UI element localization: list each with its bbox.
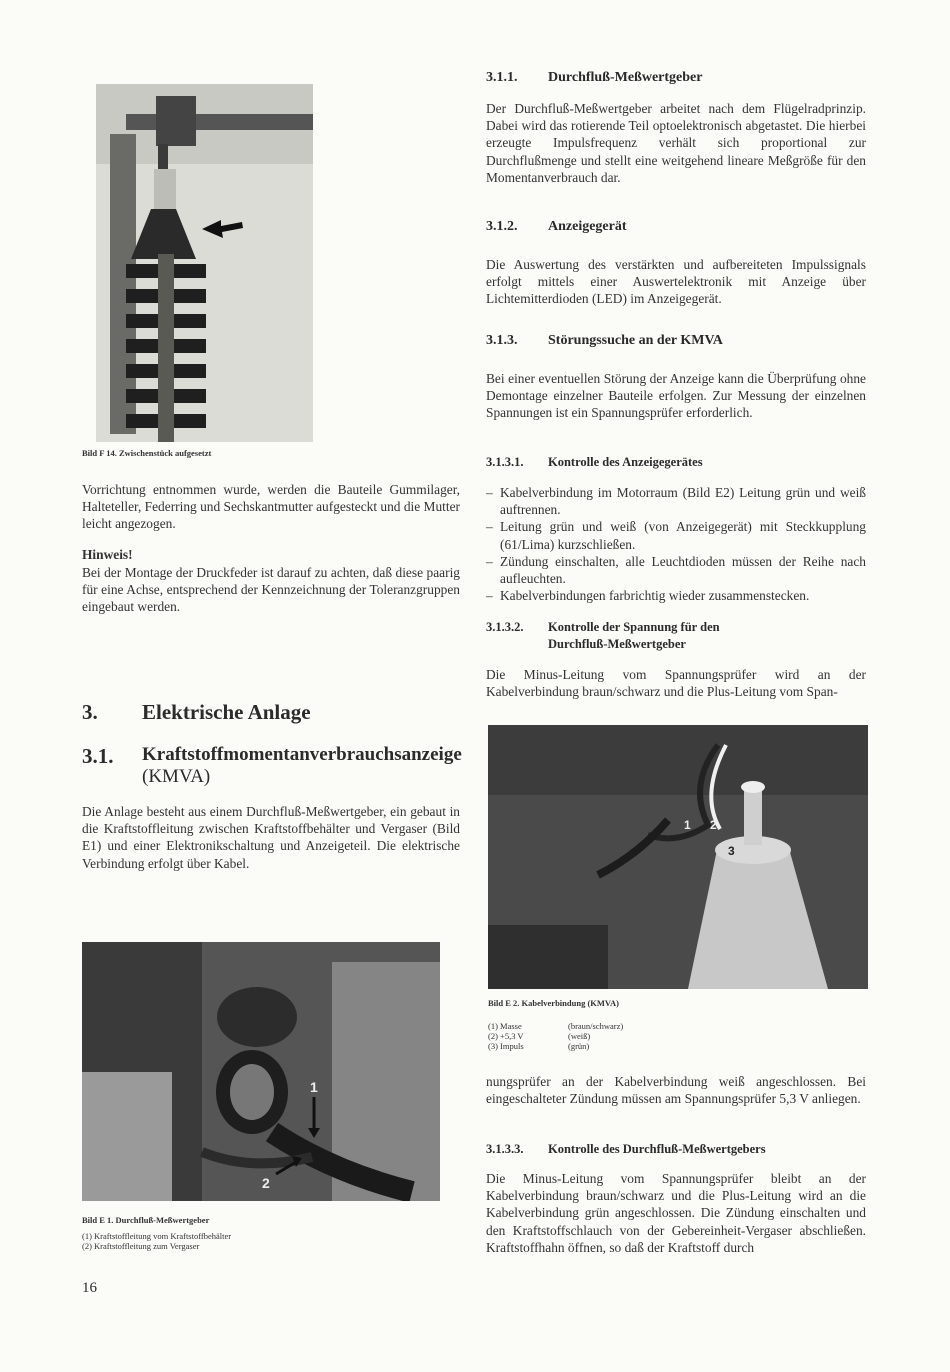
cable-connection-image <box>488 725 868 989</box>
s313-text: Bei einer eventuellen Störung der Anzeige kann die Überprüfung ohne Demontage einzelner Bauteile erfolgen. Zur Messung der einzelnen Spannungen ist ein Spannungsprüfer erforderlich. <box>486 371 866 421</box>
s3133-text: Die Minus-Leitung vom Spannungsprüfer bleibt an der Kabelverbindung braun/schwarz und die Plus-Leitung wird an die Kabelverbindung grün angeschlossen. Die Zündung einschalten und den Kraftstoffschlauch von der Gebereinheit-Vergaser abschließen. Kraftstoffhahn öffnen, so daß der Kraftstoff durch <box>486 1171 866 1255</box>
list-item: – Kabelverbindungen farbrichtig wieder zusammenstecken. <box>486 587 866 604</box>
s311-title: Durchfluß-Meßwertgeber <box>548 70 703 85</box>
figure-f14-caption-label: Bild F 14. <box>82 448 117 458</box>
legend-value: (weiß) <box>568 1031 591 1041</box>
s3132-title-line1: Kontrolle der Spannung für den <box>548 620 720 634</box>
figure-e1-caption <box>82 1215 382 1251</box>
figure-f14-caption <box>82 448 322 458</box>
left-para-1: Vorrichtung entnommen wurde, werden die Bauteile Gummilager, Halteteller, Federring und Sechskantmutter aufgesteckt und die Mutter leicht angezogen. <box>82 482 461 532</box>
e2-label-3: 3 <box>728 844 735 858</box>
spring-strut-image <box>96 84 313 442</box>
legend-label: (3) Impuls <box>488 1041 524 1051</box>
legend-value: (grün) <box>568 1041 590 1051</box>
figure-f14-photo <box>96 84 313 442</box>
list-item: – Kabelverbindung im Motorraum (Bild E2) Leitung grün und weiß auftrennen. <box>486 484 866 518</box>
hint-text: Bei der Montage der Druckfeder ist darauf zu achten, daß diese paarig für eine Achse, entsprechend der Kennzeichnung der Toleranzgruppen eingebaut werden. <box>82 565 460 615</box>
list-item: – Zündung einschalten, alle Leuchtdioden müssen der Reihe nach aufleuchten. <box>486 553 866 587</box>
section-3-title: Elektrische Anlage <box>142 700 311 724</box>
s3132-title-line2: Durchfluß-Meßwertgeber <box>548 637 686 651</box>
section-31-title-line1: Kraftstoffmomentanverbrauchsanzeige <box>142 744 462 765</box>
e1-label-1: 1 <box>310 1079 318 1095</box>
left-para-2: Die Anlage besteht aus einem Durchfluß-Meßwertgeber, ein gebaut in die Kraftstoffleitung zwischen Kraftstoffbehälter und Vergaser (Bild E1) und einer Elektronikschaltung und Anzeigeteil. Die elektrische Verbindung erfolgt über Kabel. <box>82 804 460 871</box>
s3133-number: 3.1.3.3. <box>486 1142 524 1156</box>
legend-label: (2) +5,3 V <box>488 1031 524 1041</box>
s313-title: Störungssuche an der KMVA <box>548 333 723 348</box>
figure-e2-caption-label: Bild E 2. <box>488 998 520 1008</box>
s312-number: 3.1.2. <box>486 219 518 234</box>
figure-e1-photo <box>82 942 440 1201</box>
figure-e2-legend <box>488 1021 788 1051</box>
e1-label-2: 2 <box>262 1175 270 1191</box>
legend-value: (braun/schwarz) <box>568 1021 624 1031</box>
figure-e1-item: (1) Kraftstoffleitung vom Kraftstoffbehälter <box>82 1231 232 1241</box>
s3132-text-continued: nungsprüfer an der Kabelverbindung weiß angeschlossen. Bei eingeschalteter Zündung müssen am Spannungsprüfer 5,3 V anliegen. <box>486 1074 866 1107</box>
s312-title: Anzeigegerät <box>548 219 627 234</box>
s312-text: Die Auswertung des verstärkten und aufbereiteten Impulssignals erfolgt mittels einer Auswertelektronik mit Anzeige über Lichtemitterdioden (LED) im Anzeigegerät. <box>486 257 866 307</box>
legend-label: (1) Masse <box>488 1021 522 1031</box>
section-3-number: 3. <box>82 700 98 724</box>
s3132-text: Die Minus-Leitung vom Spannungsprüfer wird an der Kabelverbindung braun/schwarz und die Plus-Leitung vom Span- <box>486 667 866 700</box>
e2-label-2: 2 <box>710 818 717 832</box>
figure-e1-caption-text: Durchfluß-Meßwertgeber <box>115 1215 210 1225</box>
figure-e2-caption <box>488 998 788 1008</box>
figure-e1-item: (2) Kraftstoffleitung zum Vergaser <box>82 1241 200 1251</box>
s311-number: 3.1.1. <box>486 70 518 85</box>
e2-label-1: 1 <box>684 818 691 832</box>
figure-e2-caption-text: Kabelverbindung (KMVA) <box>521 998 619 1008</box>
s3131-title: Kontrolle des Anzeigegerätes <box>548 455 703 469</box>
section-31-number: 3.1. <box>82 744 114 768</box>
s3131-number: 3.1.3.1. <box>486 455 524 469</box>
s3131-list <box>486 484 866 604</box>
figure-e2-photo <box>488 725 868 989</box>
hint-heading: Hinweis! <box>82 547 133 562</box>
list-item: – Leitung grün und weiß (von Anzeigegerät) mit Steckkupplung (61/Lima) kurzschließen. <box>486 518 866 552</box>
section-31-title-line2: (KMVA) <box>142 766 211 787</box>
figure-f14-caption-text: Zwischenstück aufgesetzt <box>119 448 212 458</box>
s313-number: 3.1.3. <box>486 333 518 348</box>
s3133-title: Kontrolle des Durchfluß-Meßwertgebers <box>548 1142 766 1156</box>
s3132-number: 3.1.3.2. <box>486 620 524 634</box>
page-number: 16 <box>82 1280 97 1296</box>
fuel-flow-sensor-image <box>82 942 440 1201</box>
s311-text: Der Durchfluß-Meßwertgeber arbeitet nach dem Flügelradprinzip. Dabei wird das rotierende Teil optoelektronisch abgetastet. Die hierbei erzeugte Impulsfrequenz verhält sich proportional zur Durchflußmenge und stellt eine weitgehend lineare Meßgröße für den Momentanverbrauch dar. <box>486 101 866 185</box>
figure-e1-caption-label: Bild E 1. <box>82 1215 114 1225</box>
